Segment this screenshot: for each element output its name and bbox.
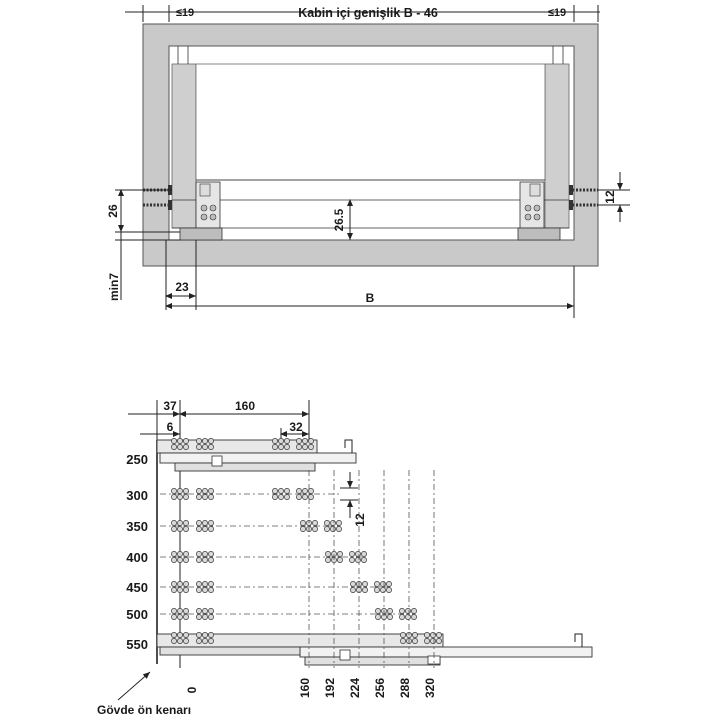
drill-hole	[171, 526, 176, 531]
drill-hole	[284, 488, 289, 493]
drill-hole	[202, 444, 207, 449]
drill-hole	[208, 581, 213, 586]
dim-37-label: 37	[163, 399, 177, 413]
length-label-350: 350	[126, 519, 148, 534]
drill-hole	[399, 614, 404, 619]
drill-hole	[183, 488, 188, 493]
drawer-side-left	[172, 64, 196, 228]
drill-hole	[196, 444, 201, 449]
drill-hole	[411, 608, 416, 613]
drill-hole	[430, 632, 435, 637]
length-label-250: 250	[126, 452, 148, 467]
drill-hole	[337, 551, 342, 556]
length-label-300: 300	[126, 488, 148, 503]
length-label-500: 500	[126, 607, 148, 622]
drill-hole	[272, 444, 277, 449]
x-label-160: 160	[298, 677, 312, 699]
drill-hole	[196, 632, 201, 637]
drill-hole	[336, 520, 341, 525]
drill-hole	[302, 444, 307, 449]
dim-23-label: 23	[175, 280, 189, 294]
drill-hole	[208, 494, 213, 499]
drill-hole	[177, 557, 182, 562]
drill-hole	[324, 520, 329, 525]
length-label-450: 450	[126, 580, 148, 595]
drill-hole	[399, 608, 404, 613]
drill-hole	[202, 551, 207, 556]
drill-hole	[196, 614, 201, 619]
drill-hole	[355, 557, 360, 562]
drill-hole	[330, 526, 335, 531]
drill-hole	[202, 587, 207, 592]
drill-hole	[208, 587, 213, 592]
drill-hole	[196, 488, 201, 493]
dim-26-label: 26	[106, 204, 120, 218]
drill-hole	[196, 520, 201, 525]
drill-hole	[183, 526, 188, 531]
drill-hole	[171, 551, 176, 556]
drill-hole	[300, 520, 305, 525]
top-view	[106, 5, 630, 318]
drill-hole	[196, 557, 201, 562]
drill-hole	[183, 520, 188, 525]
drill-hole	[387, 608, 392, 613]
drill-hole	[183, 557, 188, 562]
x-label-320: 320	[423, 677, 437, 699]
drill-hole	[312, 526, 317, 531]
drill-hole	[375, 608, 380, 613]
drill-hole	[308, 438, 313, 443]
drill-hole	[308, 444, 313, 449]
drill-hole	[400, 638, 405, 643]
drill-hole	[411, 614, 416, 619]
drill-hole	[362, 587, 367, 592]
drill-hole	[330, 520, 335, 525]
drill-hole	[272, 494, 277, 499]
drill-hole	[171, 494, 176, 499]
drill-hole	[208, 438, 213, 443]
drill-hole	[171, 632, 176, 637]
side-right-label: ≤19	[547, 7, 567, 19]
length-label-400: 400	[126, 550, 148, 565]
drill-hole	[361, 557, 366, 562]
drill-hole	[171, 557, 176, 562]
drill-hole	[208, 557, 213, 562]
drill-hole	[171, 444, 176, 449]
drill-hole	[337, 557, 342, 562]
drill-hole	[302, 438, 307, 443]
drill-hole	[296, 444, 301, 449]
drill-hole	[183, 632, 188, 637]
drill-hole	[284, 438, 289, 443]
drill-hole	[177, 488, 182, 493]
drill-hole	[183, 494, 188, 499]
drill-hole	[177, 632, 182, 637]
drill-hole	[177, 587, 182, 592]
drill-hole	[349, 551, 354, 556]
drill-hole	[296, 494, 301, 499]
drill-hole	[349, 557, 354, 562]
drill-hole	[202, 632, 207, 637]
drill-hole	[196, 526, 201, 531]
drill-hole	[430, 638, 435, 643]
drill-hole	[361, 551, 366, 556]
drill-hole	[196, 638, 201, 643]
drill-hole	[183, 551, 188, 556]
drill-hole	[436, 638, 441, 643]
drill-hole	[208, 614, 213, 619]
dim-B-label: B	[365, 291, 375, 305]
drill-hole	[177, 608, 182, 613]
drilling-diagram	[97, 399, 592, 717]
drill-hole	[380, 581, 385, 586]
dim-min7-label: min7	[107, 272, 121, 302]
drill-hole	[177, 438, 182, 443]
drill-hole	[278, 438, 283, 443]
drill-hole	[196, 608, 201, 613]
drill-hole	[375, 614, 380, 619]
drill-hole	[362, 581, 367, 586]
x-label-256: 256	[373, 677, 387, 699]
x-label-0: 0	[185, 686, 199, 694]
drill-hole	[171, 488, 176, 493]
drill-hole	[202, 494, 207, 499]
drill-hole	[387, 614, 392, 619]
drill-hole	[202, 638, 207, 643]
drill-hole	[386, 581, 391, 586]
drill-hole	[202, 438, 207, 443]
x-label-192: 192	[323, 677, 337, 699]
drill-hole	[202, 608, 207, 613]
inner-width-title: Kabin içi genişlik B - 46	[298, 6, 438, 20]
drill-hole	[302, 494, 307, 499]
drill-hole	[196, 551, 201, 556]
drill-hole	[386, 587, 391, 592]
drill-hole	[284, 494, 289, 499]
drill-hole	[296, 438, 301, 443]
drill-hole	[171, 608, 176, 613]
drill-hole	[374, 587, 379, 592]
drill-hole	[196, 494, 201, 499]
dim-32-label: 32	[289, 420, 303, 434]
drill-hole	[412, 632, 417, 637]
drill-hole	[177, 581, 182, 586]
drill-hole	[202, 520, 207, 525]
drill-hole	[336, 526, 341, 531]
drill-hole	[355, 551, 360, 556]
front-edge-label: Gövde ön kenarı	[97, 703, 192, 717]
drill-hole	[208, 520, 213, 525]
runner-550	[157, 634, 592, 665]
drill-hole	[272, 488, 277, 493]
drill-hole	[324, 526, 329, 531]
drill-hole	[325, 551, 330, 556]
drill-hole	[208, 488, 213, 493]
drill-hole	[208, 444, 213, 449]
drill-hole	[350, 581, 355, 586]
x-label-288: 288	[398, 677, 412, 699]
drill-hole	[350, 587, 355, 592]
drill-hole	[196, 438, 201, 443]
drill-hole	[300, 526, 305, 531]
drill-hole	[405, 608, 410, 613]
drill-hole	[171, 581, 176, 586]
drill-hole	[272, 438, 277, 443]
dim-6-label: 6	[166, 420, 174, 434]
side-left-label: ≤19	[175, 7, 195, 19]
dim-160-label: 160	[234, 399, 256, 413]
drill-hole	[202, 557, 207, 562]
drill-hole	[302, 488, 307, 493]
drill-hole	[400, 632, 405, 637]
drill-hole	[312, 520, 317, 525]
drill-hole	[278, 494, 283, 499]
drill-hole	[183, 438, 188, 443]
drill-hole	[196, 581, 201, 586]
drill-hole	[196, 587, 201, 592]
drill-hole	[296, 488, 301, 493]
drill-hole	[183, 638, 188, 643]
drill-hole	[171, 638, 176, 643]
drill-hole	[183, 608, 188, 613]
drill-hole	[183, 614, 188, 619]
drawer-back	[196, 64, 545, 180]
x-label-224: 224	[348, 677, 362, 699]
drill-hole	[202, 488, 207, 493]
drill-hole	[278, 488, 283, 493]
drawer-side-right	[545, 64, 569, 228]
drill-hole	[171, 520, 176, 525]
drill-hole	[208, 608, 213, 613]
drill-hole	[177, 494, 182, 499]
drill-hole	[202, 614, 207, 619]
drill-hole	[424, 632, 429, 637]
drill-hole	[325, 557, 330, 562]
drill-hole	[278, 444, 283, 449]
dim-12-label: 12	[603, 190, 617, 204]
drill-hole	[177, 526, 182, 531]
drill-hole	[380, 587, 385, 592]
length-label-550: 550	[126, 637, 148, 652]
drilling-dim-12-label: 12	[353, 513, 367, 527]
drill-hole	[405, 614, 410, 619]
drill-hole	[208, 551, 213, 556]
drill-hole	[177, 444, 182, 449]
drill-hole	[171, 587, 176, 592]
drill-hole	[171, 438, 176, 443]
drill-hole	[208, 638, 213, 643]
drill-hole	[208, 632, 213, 637]
drill-hole	[436, 632, 441, 637]
drill-hole	[183, 581, 188, 586]
drill-hole	[284, 444, 289, 449]
drill-hole	[424, 638, 429, 643]
front-edge-leader	[118, 672, 150, 700]
drill-hole	[183, 444, 188, 449]
drill-hole	[171, 614, 176, 619]
drill-hole	[183, 587, 188, 592]
drill-hole	[177, 551, 182, 556]
drill-hole	[177, 520, 182, 525]
drill-hole	[177, 614, 182, 619]
drill-hole	[202, 526, 207, 531]
dim-26-5-label: 26.5	[334, 208, 346, 232]
drill-hole	[374, 581, 379, 586]
drill-hole	[202, 581, 207, 586]
drill-hole	[177, 638, 182, 643]
drill-hole	[412, 638, 417, 643]
drill-hole	[208, 526, 213, 531]
